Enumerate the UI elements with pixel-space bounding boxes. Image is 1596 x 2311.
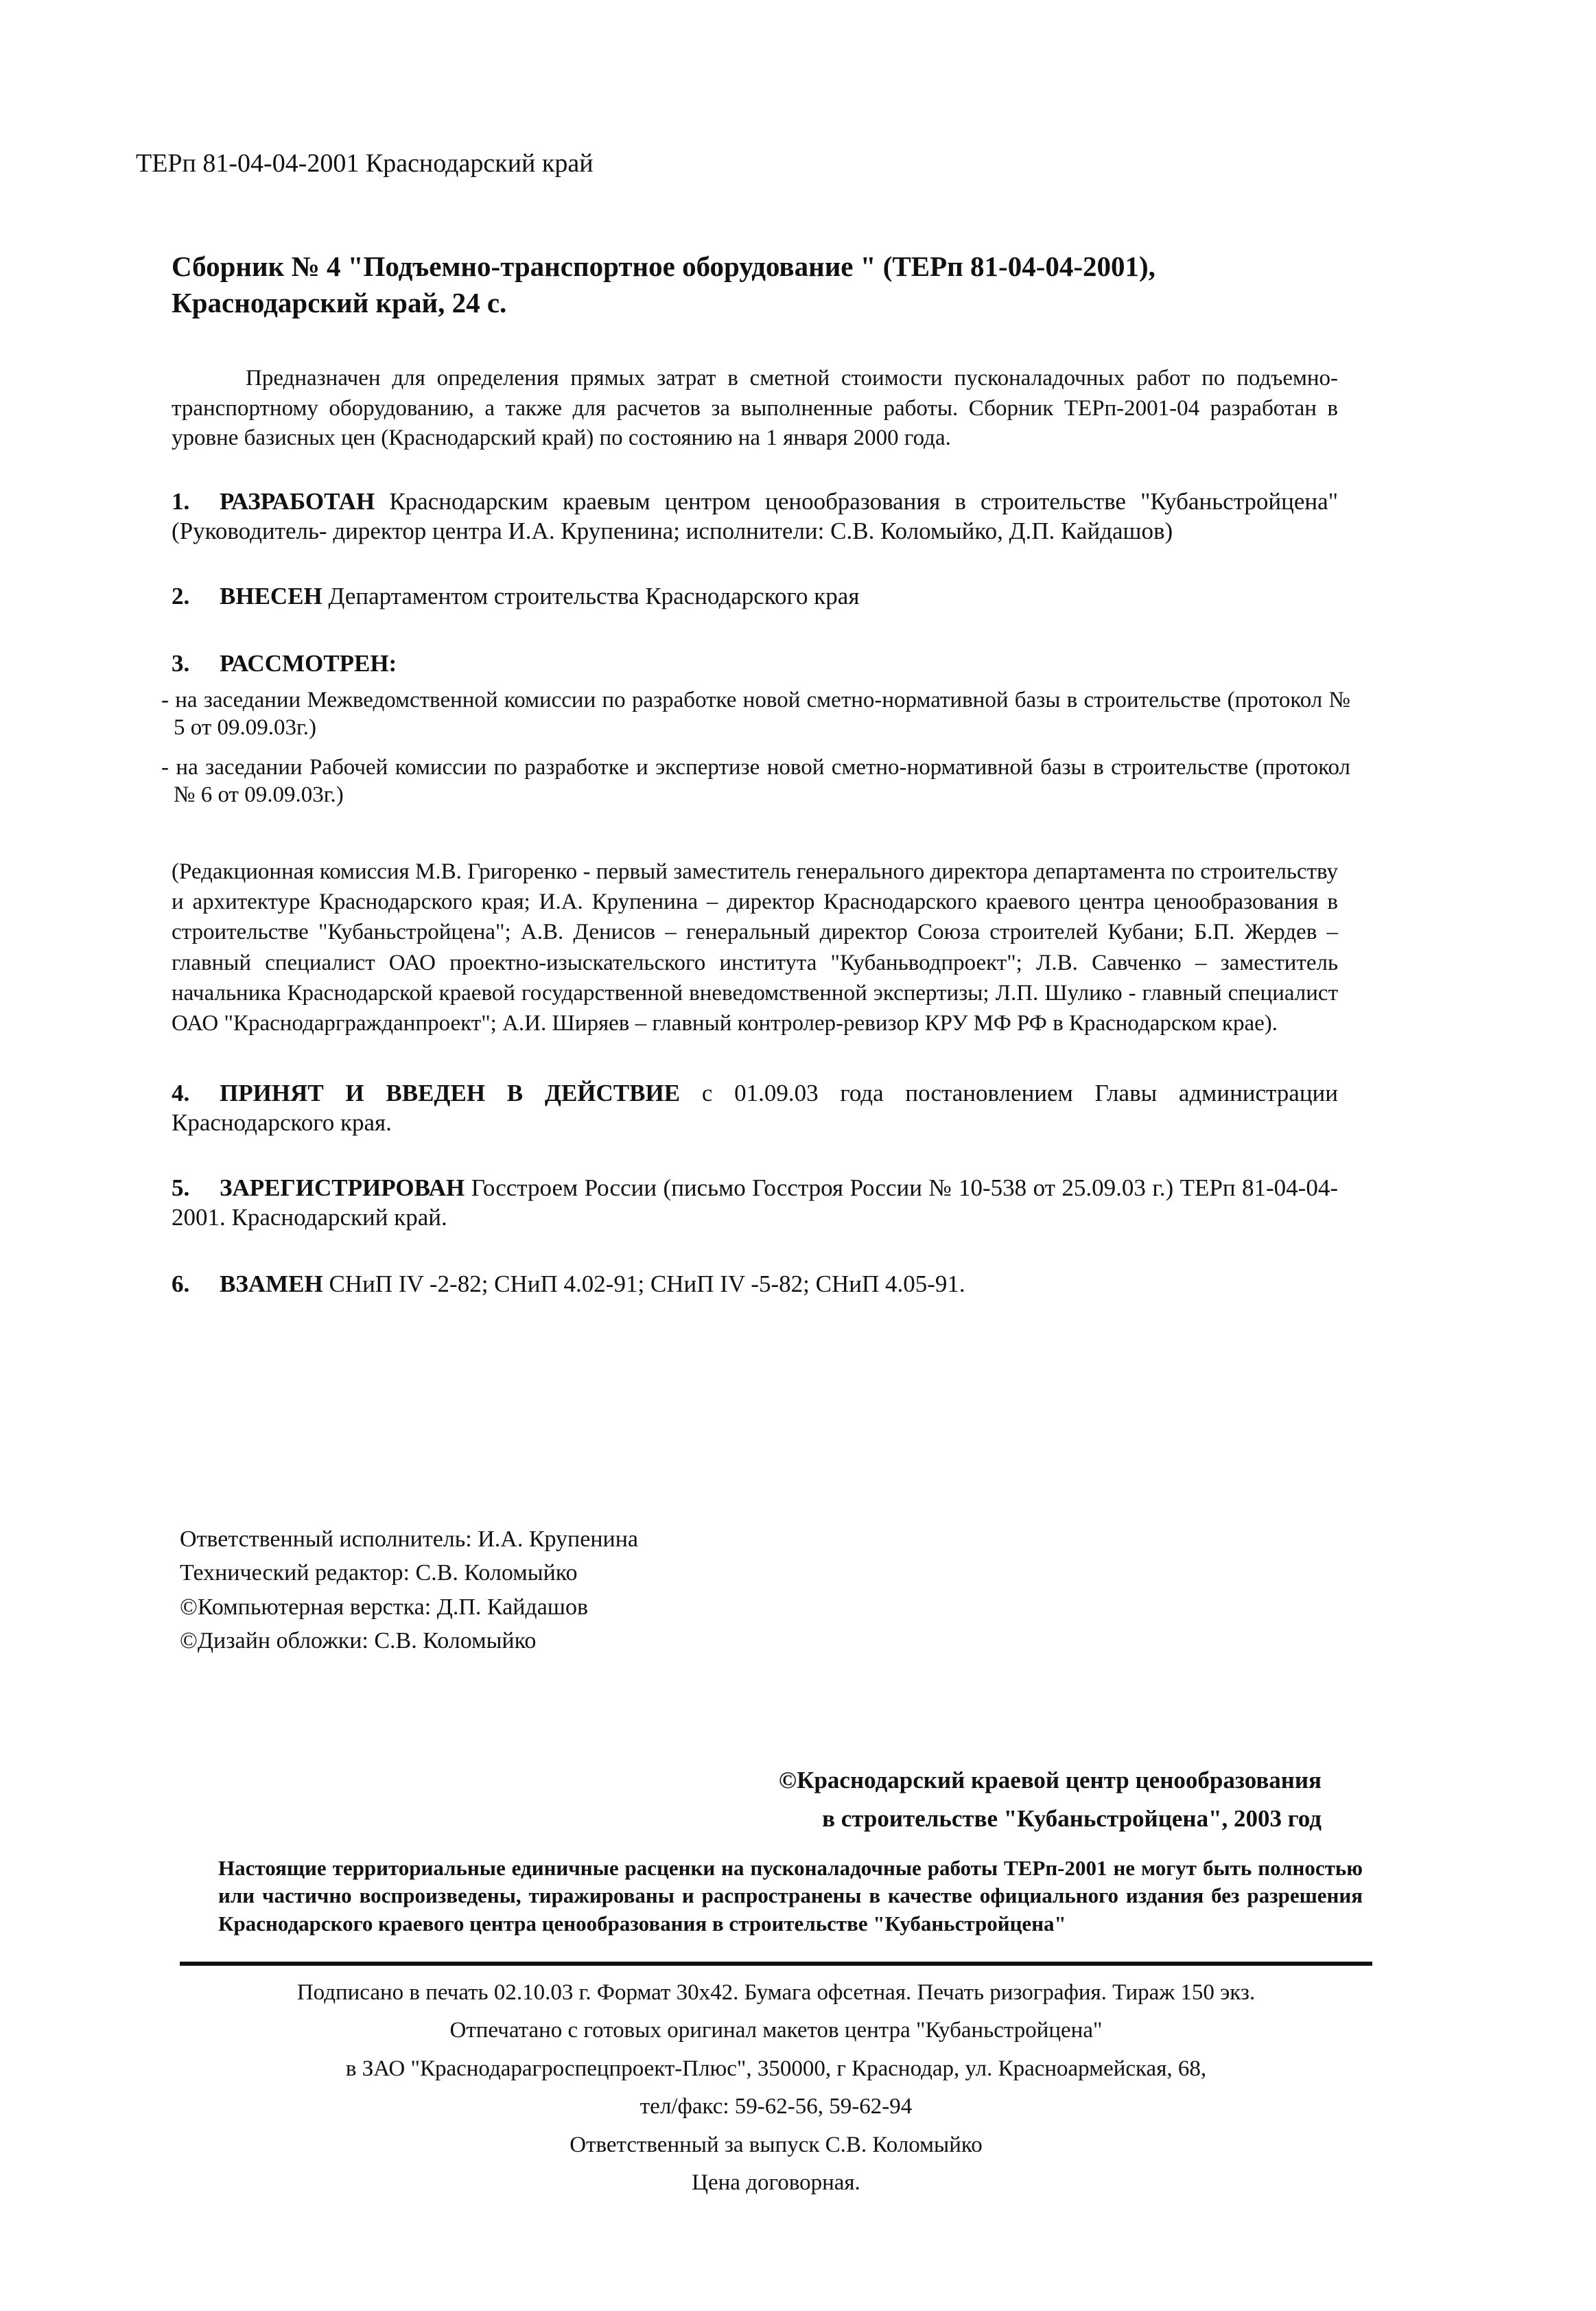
section-number: 3. (172, 650, 190, 677)
title-line-2: Краснодарский край, 24 с. (172, 287, 507, 319)
section-number: 5. (172, 1174, 190, 1201)
imprint-line: Ответственный за выпуск С.В. Коломыйко (570, 2132, 983, 2157)
credit-line: Технический редактор: С.В. Коломыйко (180, 1560, 578, 1586)
editorial-board-paragraph: (Редакционная комиссия М.В. Григоренко - первый заместитель генерального директора департамента по строительству и архитектуре Краснодарского края; И.А. Крупенина – директор Краснодарского краевого центра ценообразования в строительстве "Кубаньстройцена"; А.В. Денисов – генеральный директор Союза строителей Кубани; Б.П. Жердев – главный специалист ОАО проектно-изыскательского института "Кубаньводпроект"; Л.В. Савченко – заместитель начальника Краснодарской краевой государственной вневедомственной экспертизы; Л.П. Шулико - главный специалист ОАО "Краснодаргражданпроект"; А.И. Ширяев – главный контролер-ревизор КРУ МФ РФ в Краснодарском крае). (172, 859, 1338, 1036)
imprint-line: Отпечатано с готовых оригинал макетов центра "Кубаньстройцена" (449, 2018, 1103, 2043)
divider (180, 1962, 1372, 1966)
review-item-1: - на заседании Межведомственной комиссии по разработке новой сметно-нормативной базы в строительстве (протокол № 5 от 09.09.03г.) (161, 688, 1350, 741)
credits-block (180, 1522, 638, 1658)
section-keyword: ЗАРЕГИСТРИРОВАН (220, 1174, 465, 1201)
section-text: с 01.09.03 года постановлением Главы администрации Краснодарского края. (172, 1080, 1339, 1136)
section-text: Департаментом строительства Краснодарского края (322, 583, 860, 609)
imprint-line: Подписано в печать 02.10.03 г. Формат 30х42. Бумага офсетная. Печать ризография. Тираж 150 экз. (296, 1980, 1256, 2005)
section-number: 6. (172, 1270, 190, 1297)
section-keyword: ВНЕСЕН (220, 583, 322, 609)
credit-line: ©Компьютерная верстка: Д.П. Кайдашов (180, 1594, 589, 1620)
imprint-line: в ЗАО "Краснодарагроспецпроект-Плюс", 350000, г Краснодар, ул. Красноармейская, 68, (345, 2056, 1207, 2081)
intro-paragraph: Предназначен для определения прямых затрат в сметной стоимости пусконаладочных работ по подъемно-транспортному оборудованию, а также для расчетов за выполненные работы. Сборник ТЕРп-2001-04 разработан в уровне базисных цен (Краснодарский край) по состоянию на 1 января 2000 года. (172, 366, 1338, 451)
credit-line: ©Дизайн обложки: С.В. Коломыйко (180, 1627, 537, 1653)
section-keyword: РАССМОТРЕН: (220, 650, 397, 677)
section-3 (172, 649, 1338, 679)
section-6 (172, 1270, 1338, 1299)
reproduction-notice: Настоящие территориальные единичные расценки на пусконаладочные работы ТЕРп-2001 не могут быть полностью или частично воспроизведены, тиражированы и распространены в качестве официального издания без разрешения Краснодарского краевого центра ценообразования в строительстве "Кубаньстройцена" (218, 1856, 1363, 1936)
review-item-2: - на заседании Рабочей комиссии по разработке и экспертизе новой сметно-нормативной базы в строительстве (протокол № 6 от 09.09.03г.) (161, 755, 1350, 808)
section-keyword: РАЗРАБОТАН (220, 488, 375, 515)
title-line-1: Сборник № 4 "Подъемно-транспортное оборудование " (ТЕРп 81-04-04-2001), (172, 251, 1155, 282)
copyright-block (779, 1761, 1322, 1838)
section-4 (172, 1079, 1338, 1137)
credit-line: Ответственный исполнитель: И.А. Крупенина (180, 1526, 639, 1552)
section-keyword: ВЗАМЕН (220, 1270, 323, 1297)
section-5 (172, 1174, 1338, 1232)
section-text: СНиП IV -2-82; СНиП 4.02-91; СНиП IV -5-82; СНиП 4.05-91. (322, 1270, 965, 1297)
section-text: Госстроем России (письмо Госстроя России № 10-538 от 25.09.03 г.) ТЕРп 81-04-04-2001. Краснодарский край. (172, 1174, 1338, 1231)
imprint-line: Цена договорная. (692, 2170, 860, 2196)
copyright-line-2: в строительстве "Кубаньстройцена", 2003 год (822, 1805, 1322, 1832)
section-number: 1. (172, 488, 190, 515)
imprint-line: тел/факс: 59-62-56, 59-62-94 (639, 2094, 913, 2120)
document-header: ТЕРп 81-04-04-2001 Краснодарский край (136, 149, 594, 178)
copyright-line-1: ©Краснодарский краевой центр ценообразования (778, 1767, 1322, 1793)
collection-title (172, 248, 1379, 322)
imprint-block (180, 1974, 1372, 2203)
section-1 (172, 487, 1338, 546)
section-number: 2. (172, 583, 190, 609)
section-text: Краснодарским краевым центром ценообразования в строительстве "Кубаньстройцена" (Руководитель- директор центра И.А. Крупенина; исполнители: С.В. Коломыйко, Д.П. Кайдашов) (172, 488, 1338, 544)
section-number: 4. (172, 1080, 190, 1106)
section-keyword: ПРИНЯТ И ВВЕДЕН В ДЕЙСТВИЕ (220, 1080, 681, 1106)
section-2 (172, 582, 1338, 612)
